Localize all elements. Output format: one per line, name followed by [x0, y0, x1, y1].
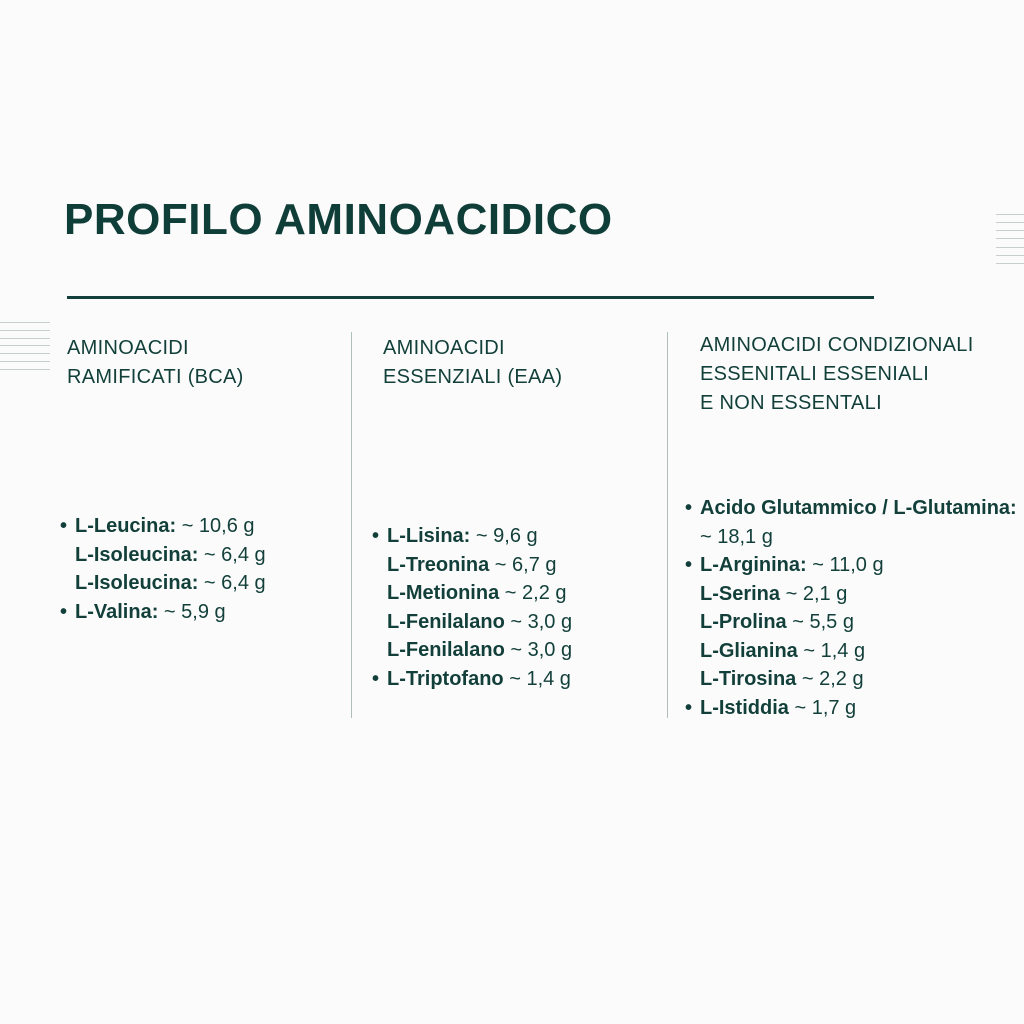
amino-item [372, 608, 572, 637]
amino-item [372, 579, 572, 608]
amino-value: ~ 2,2 g [801, 668, 864, 690]
amino-value: ~ 3,0 g [510, 610, 573, 633]
amino-name: L-Tirosina [700, 668, 797, 690]
amino-list-conditional [685, 494, 1017, 722]
amino-value: ~ 11,0 g [812, 554, 884, 576]
amino-name: L-Metionina [387, 582, 500, 604]
amino-item [60, 569, 266, 598]
bullet-icon: • [60, 600, 68, 623]
column-divider [351, 332, 352, 718]
amino-name: L-Serina [700, 582, 781, 605]
amino-item [372, 522, 572, 551]
amino-item [372, 551, 572, 580]
amino-value: ~ 6,4 g [203, 543, 266, 566]
amino-value: ~ 2,2 g [504, 582, 567, 604]
page-title: PROFILO AMINOACIDICO [64, 195, 613, 244]
bullet-icon: • [372, 525, 380, 547]
bullet-icon: • [60, 515, 68, 537]
amino-name: L-Fenilalano [387, 610, 505, 633]
amino-item [685, 494, 1017, 523]
amino-item [372, 665, 572, 694]
amino-item [685, 523, 1017, 552]
column-divider [667, 332, 668, 718]
amino-value: ~ 18,1 g [700, 525, 773, 548]
amino-name: L-Prolina [700, 611, 787, 633]
bullet-icon: • [685, 554, 693, 576]
column-heading-conditional: AMINOACIDI CONDIZIONALI ESSENITALI ESSENIALI E NON ESSENTALI [700, 334, 974, 414]
amino-name: L-Valina: [75, 600, 159, 623]
column-heading-eaa: AMINOACIDI ESSENZIALI (EAA) [383, 337, 563, 388]
amino-name: L-Leucina: [75, 515, 177, 537]
amino-item [60, 541, 266, 570]
amino-name: L-Lisina: [387, 525, 471, 547]
amino-name: L-Treonina [387, 553, 490, 576]
amino-item [372, 636, 572, 665]
title-underline [67, 296, 874, 299]
amino-value: ~ 6,4 g [203, 572, 266, 594]
decorative-lines-right [996, 214, 1024, 264]
bullet-icon: • [372, 667, 380, 690]
amino-value: ~ 1,4 g [509, 667, 571, 690]
amino-name: Acido Glutammico / L-Glutamina: [700, 497, 1017, 519]
amino-name: L-Istiddia [700, 696, 789, 719]
amino-list-bca [60, 512, 266, 626]
amino-value: ~ 1,7 g [794, 696, 857, 719]
amino-value: ~ 5,9 g [163, 600, 226, 623]
bullet-icon: • [685, 696, 693, 719]
amino-name: L-Triptofano [387, 667, 504, 690]
amino-item [685, 637, 1017, 666]
amino-value: ~ 10,6 g [181, 515, 255, 537]
amino-value: ~ 5,5 g [792, 611, 854, 633]
amino-item [60, 598, 266, 627]
amino-name: L-Isoleucina: [75, 543, 199, 566]
amino-item [685, 665, 1017, 694]
amino-value: ~ 9,6 g [475, 525, 538, 547]
amino-value: ~ 6,7 g [494, 553, 557, 576]
amino-name: L-Fenilalano [387, 639, 505, 661]
column-heading-bca: AMINOACIDI RAMIFICATI (BCA) [67, 337, 244, 388]
bullet-icon: • [685, 497, 693, 519]
amino-value: ~ 2,1 g [785, 582, 848, 605]
amino-item [685, 608, 1017, 637]
amino-list-eaa [372, 522, 572, 693]
amino-item [685, 694, 1017, 723]
amino-name: L-Arginina: [700, 554, 807, 576]
amino-item [60, 512, 266, 541]
amino-item [685, 580, 1017, 609]
amino-value: ~ 1,4 g [803, 639, 866, 662]
amino-name: L-Isoleucina: [75, 572, 199, 594]
decorative-lines-left [0, 322, 50, 370]
amino-item [685, 551, 1017, 580]
amino-name: L-Glianina [700, 639, 798, 662]
amino-value: ~ 3,0 g [510, 639, 573, 661]
